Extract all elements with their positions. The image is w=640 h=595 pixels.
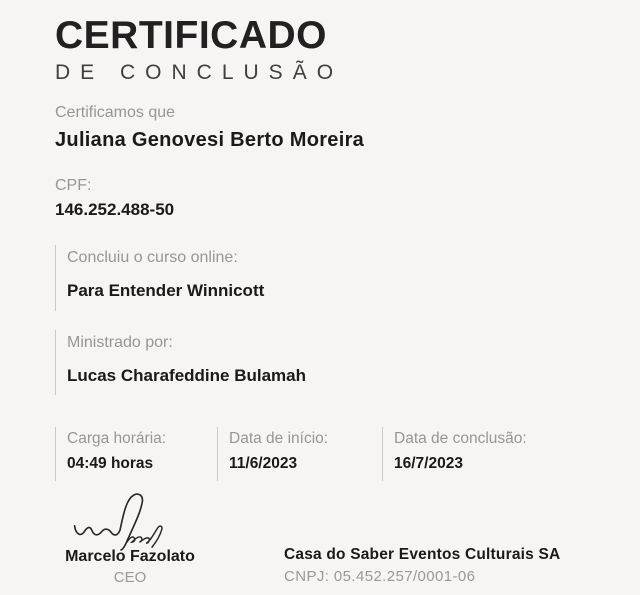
detail-start-date [217, 427, 382, 481]
start-date-label: Data de início: [229, 429, 329, 447]
issuer-registration: CNPJ: 05.452.257/0001-06 [284, 568, 476, 586]
issuer-block [284, 546, 560, 586]
certificate-subtitle: DE CONCLUSÃO [55, 61, 344, 85]
detail-completion-date [382, 427, 527, 481]
issuer-name: Casa do Saber Eventos Culturais SA [284, 546, 561, 564]
instructor-name: Lucas Charafeddine Bulamah [67, 365, 307, 385]
certificate-footer [55, 491, 600, 586]
workload-value: 04:49 horas [67, 455, 154, 473]
signatory-role: CEO [113, 569, 147, 587]
intro-label: Certificamos que [55, 104, 176, 122]
instructor-label: Ministrado por: [67, 333, 173, 351]
course-name: Para Entender Winnicott [67, 281, 265, 301]
cpf-label: CPF: [55, 177, 92, 195]
cpf-value: 146.252.488-50 [55, 200, 175, 220]
certificate-title: CERTIFICADO [55, 14, 327, 57]
recipient-name: Juliana Genovesi Berto Moreira [55, 129, 365, 152]
completion-date-value: 16/7/2023 [394, 455, 463, 473]
signatory-name: Marcelo Fazolato [65, 548, 195, 566]
course-details-row [55, 427, 600, 481]
workload-label: Carga horária: [67, 429, 167, 447]
detail-workload [55, 427, 217, 481]
course-label: Concluiu o curso online: [67, 249, 238, 267]
signatory-block [55, 491, 205, 586]
cpf-section [55, 176, 600, 220]
signature-image [67, 491, 179, 551]
course-section [55, 245, 600, 310]
start-date-value: 11/6/2023 [229, 455, 298, 473]
instructor-section [55, 330, 600, 395]
recipient-section [55, 103, 600, 153]
completion-date-label: Data de conclusão: [394, 429, 527, 447]
